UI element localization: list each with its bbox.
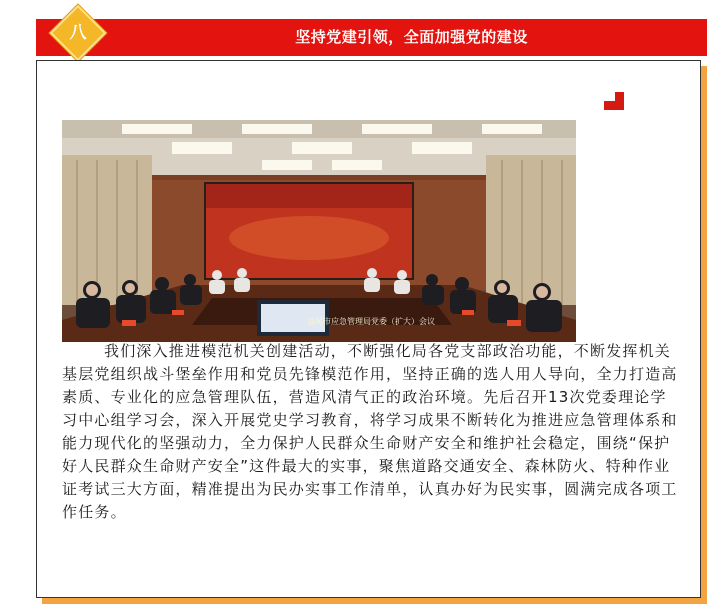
meeting-room-illustration: [62, 120, 576, 342]
screen-meeting-title: 汕尾市应急管理局党委（扩大）会议: [307, 317, 435, 326]
section-number: 八: [69, 23, 87, 43]
article-text: 我们深入推进模范机关创建活动，不断强化局各党支部政治功能，不断发挥机关基层党组织战斗堡垒作用和党员先锋模范作用，坚持正确的选人用人导向，全力打造高素质、专业化的应急管理队伍，营造风清气正的政治环境。先后召开13次党委理论学习中心组学习会，深入开展党史学习教育，将学习成果不断转化为推进应急管理体系和能力现代化的坚强动力，全力保护人民群众生命财产安全和维护社会稳定，围绕“保护好人民群众生命财产安全”这件最大的实事，聚焦道路交通安全、森林防火、特种作业证考试三大方面，精准提出为民办实事工作清单，认真办好为民实事，圆满完成各项工作任务。: [62, 342, 678, 521]
corner-decoration-icon: [604, 92, 624, 110]
meeting-photo: [62, 120, 576, 342]
article-paragraph: [62, 340, 682, 524]
section-header-banner: [36, 19, 707, 56]
section-title: 坚持党建引领，全面加强党的建设: [295, 28, 528, 46]
